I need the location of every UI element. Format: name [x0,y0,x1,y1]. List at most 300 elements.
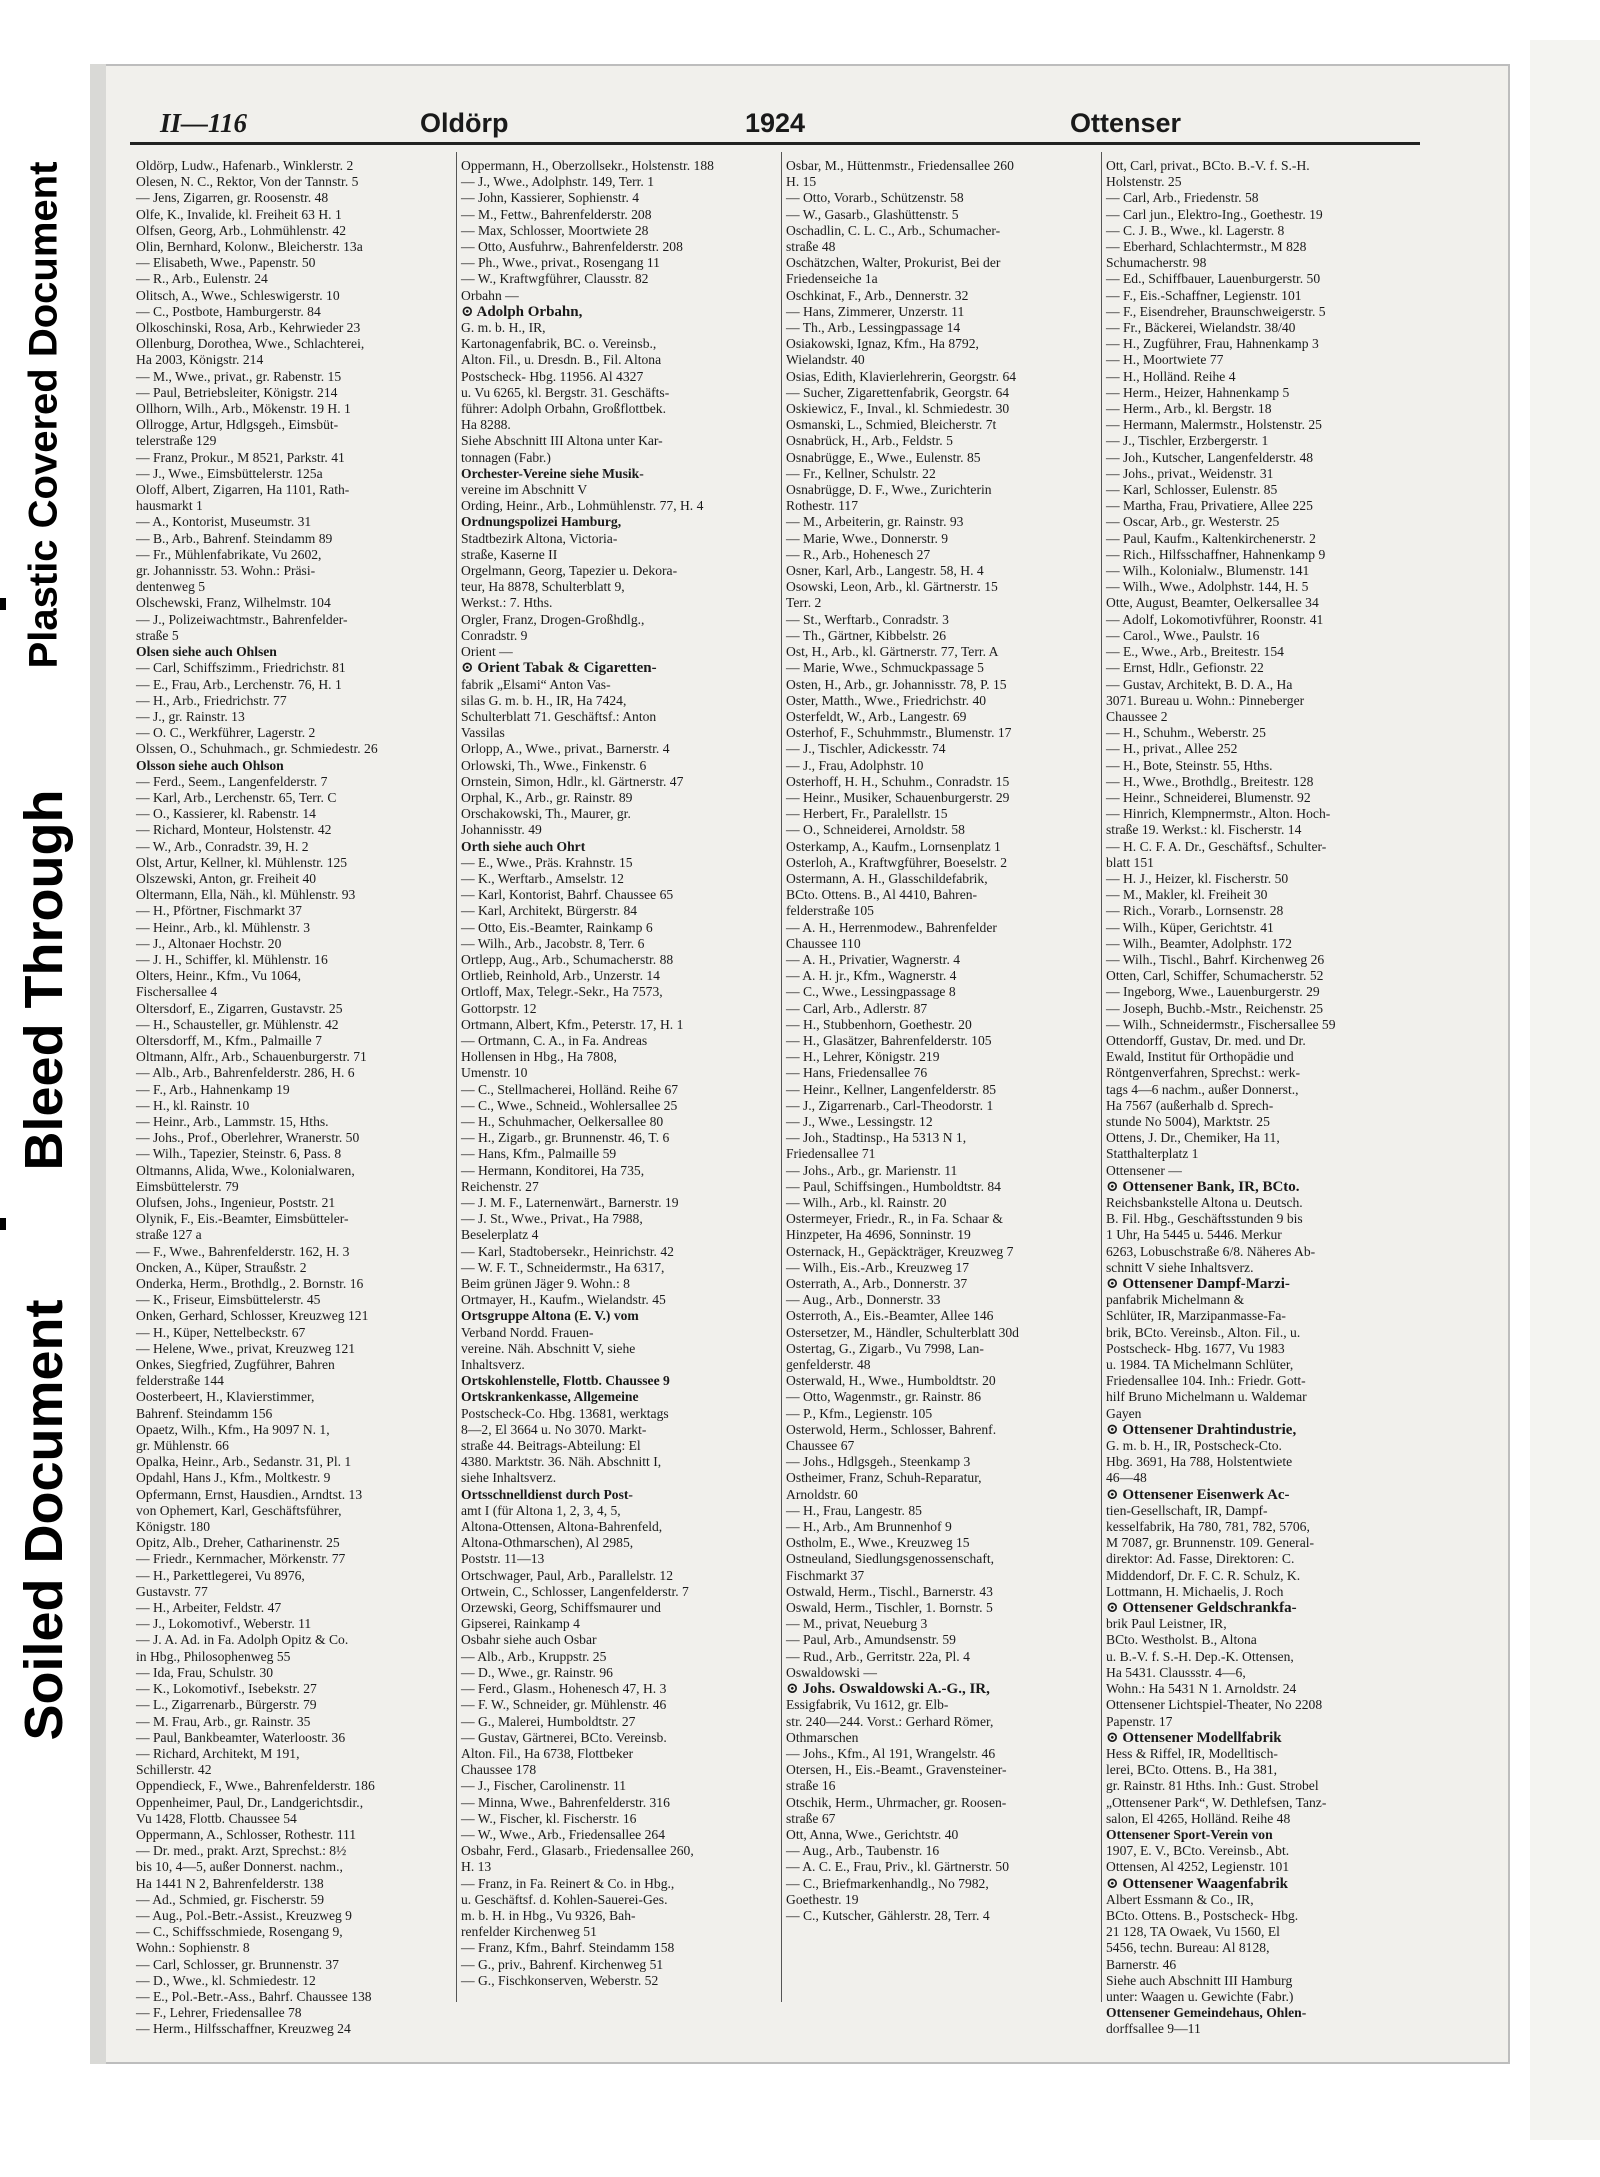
header-first-entry: Oldörp [420,108,509,138]
directory-entry-line: — H., Zugführer, Frau, Hahnenkamp 3 [1106,336,1319,352]
directory-entry-line: Olynik, F., Eis.-Beamter, Eimsbütteler- [136,1211,349,1227]
directory-entry-line: BCto. Westholst. B., Altona [1106,1632,1257,1648]
page-number: II—116 [160,108,248,138]
directory-entry-line: ⊙ Ottensener Dampf-Marzi- [1106,1276,1290,1293]
directory-entry-line: — W. F. T., Schneidermstr., Ha 6317, [461,1259,665,1275]
directory-entry-line: — H., Bote, Steinstr. 55, Hths. [1106,757,1273,773]
directory-entry-line: Oppenheimer, Paul, Dr., Landgerichtsdir., [136,1794,364,1810]
directory-entry-line: — Ph., Wwe., privat., Rosengang 11 [461,255,660,271]
directory-entry-line: Gustavstr. 77 [136,1583,208,1599]
directory-entry-line: 5456, techn. Bureau: Al 8128, [1106,1940,1270,1956]
directory-entry-line: Osterwold, Herm., Schlosser, Bahrenf. [786,1421,997,1437]
directory-entry-line: — F. W., Schneider, gr. Mühlenstr. 46 [461,1697,667,1713]
directory-entry-line: Middendorf, Dr. F. C. R. Schulz, K. [1106,1567,1301,1583]
directory-entry-line: Ostermeyer, Friedr., R., in Fa. Schaar & [786,1211,1003,1227]
directory-entry-line: Ortlieb, Reinhold, Arb., Unzerstr. 14 [461,968,660,984]
directory-entry-line: Alton. Fil., Ha 6738, Flottbeker [461,1745,634,1761]
directory-entry-line: Osmanski, L., Schmied, Bleicherstr. 7t [786,417,997,433]
directory-entry-line: — Hans, Zimmerer, Unzerstr. 11 [786,303,965,319]
directory-entry-line: Orschakowski, Th., Maurer, gr. [461,806,631,822]
directory-entry-line: Othmarschen [786,1729,859,1745]
directory-entry-line: Rothestr. 117 [786,498,858,514]
directory-entry-line: — Paul, Betriebsleiter, Königstr. 214 [136,384,338,400]
directory-entry-line: Osternack, H., Gepäckträger, Kreuzweg 7 [786,1243,1014,1259]
directory-entry-line: Olkoschinski, Rosa, Arb., Kehrwieder 23 [136,320,361,336]
directory-entry-line: — Martha, Frau, Privatiere, Allee 225 [1106,498,1313,514]
directory-entry-line: — Carl, Arb., Adlerstr. 87 [786,1000,928,1016]
directory-entry-line: Olufsen, Johs., Ingenieur, Poststr. 21 [136,1195,336,1210]
directory-entry-line: Osterroth, A., Eis.-Beamter, Allee 146 [786,1308,994,1324]
directory-entry-line: Ost, H., Arb., kl. Gärtnerstr. 77, Terr. A [786,644,999,660]
directory-entry-line: — Fr., Mühlenfabrikate, Vu 2602, [136,546,322,562]
directory-entry-line: Ott, Anna, Wwe., Gerichtstr. 40 [786,1826,959,1842]
directory-entry-line: straße, Kaserne II [461,546,558,562]
directory-entry-line: Ha 2003, Königstr. 214 [136,352,264,368]
directory-entry-line: Oncken, A., Küper, Straußstr. 2 [136,1259,307,1275]
directory-entry-line: — H., Moortwiete 77 [1106,352,1224,368]
directory-entry-line: Kartonagenfabrik, BC. o. Vereinsb., [461,336,657,352]
directory-entry-line: — St., Werftarb., Conradstr. 3 [786,611,949,627]
directory-entry-line: Oschätzchen, Walter, Prokurist, Bei der [786,255,1001,271]
directory-entry-line: — Hans, Kfm., Palmaille 59 [461,1146,617,1162]
directory-entry-line: — Hans, Friedensallee 76 [786,1065,928,1081]
directory-entry-line: siehe Inhaltsverz. [461,1470,557,1486]
directory-entry-line: Ortlepp, Aug., Arb., Schumacherstr. 88 [461,951,674,967]
directory-entry-line: — H., Parkettlegerei, Vu 8976, [136,1567,305,1583]
directory-entry-line: 8—2, El 3664 u. No 3070. Markt- [461,1421,647,1437]
directory-entry-line: — Otto, Eis.-Beamter, Rainkamp 6 [461,919,653,935]
directory-entry-line: — H. J., Heizer, kl. Fischerstr. 50 [1106,870,1289,886]
directory-entry-line: — C., Postbote, Hamburgerstr. 84 [136,303,321,319]
directory-entry-line: Osbahr siehe auch Osbar [461,1632,597,1648]
directory-entry-line: Opdahl, Hans J., Kfm., Moltkestr. 9 [136,1470,331,1486]
directory-entry-line: Ording, Heinr., Arb., Lohmühlenstr. 77, H. 4 [461,498,704,514]
directory-entry-line: Wohn.: Sophienstr. 8 [136,1940,250,1956]
directory-entry-line: — Sucher, Zigarettenfabrik, Georgstr. 64 [786,384,1010,400]
directory-entry-line: Oschkinat, F., Arb., Dennerstr. 32 [786,287,969,303]
directory-entry-line: Olin, Bernhard, Kolonw., Bleicherstr. 13a [136,239,363,255]
edge-mark [0,1218,6,1230]
directory-entry-line: u. Vu 6265, kl. Bergstr. 31. Geschäfts- [461,384,670,400]
directory-entry-line: Barnerstr. 46 [1106,1956,1177,1972]
directory-entry-line: stunde No 5004), Marktstr. 25 [1106,1113,1270,1129]
directory-entry-line: Beselerplatz 4 [461,1227,539,1243]
directory-entry-line: — C., Briefmarkenhandlg., No 7982, [786,1875,989,1891]
directory-entry-line: B. Fil. Hbg., Geschäftsstunden 9 bis [1106,1211,1303,1227]
directory-entry-line: — Joh., Kutscher, Langenfelderstr. 48 [1106,449,1314,465]
directory-entry-line: ⊙ Ottensener Geldschrankfa- [1106,1600,1297,1617]
directory-entry-line: — Hermann, Malermstr., Holstenstr. 25 [1106,417,1322,433]
directory-entry-line: straße 5 [136,627,179,643]
directory-entry-line: Ott, Carl, privat., BCto. B.-V. f. S.-H. [1106,158,1310,173]
bleed-through-label: Bleed Through [14,789,74,1171]
directory-entry-line: Olfe, K., Invalide, kl. Freiheit 63 H. 1 [136,206,342,222]
directory-entry-line: str. 240—244. Vorst.: Gerhard Römer, [786,1713,994,1729]
directory-entry-line: Ollrogge, Artur, Hdlgsgeh., Eimsbüt- [136,417,339,433]
directory-entry-line: — K., Werftarb., Amselstr. 12 [461,870,624,886]
directory-column-2 [461,158,779,2008]
directory-entry-line: — Heinr., Musiker, Schauenburgerstr. 29 [786,789,1010,805]
directory-entry-line: — Alb., Arb., Bahrenfelderstr. 286, H. 6 [136,1065,355,1081]
directory-entry-line: — Wilh., Arb., Jacobstr. 8, Terr. 6 [461,935,645,951]
directory-entry-line: Fischersallee 4 [136,984,218,1000]
directory-entry-line: — F., Eisendreher, Braunschweigerstr. 5 [1106,303,1326,319]
directory-entry-line: — Adolf, Lokomotivführer, Roonstr. 41 [1106,611,1324,627]
directory-entry-line: silas G. m. b. H., IR, Ha 7424, [461,692,627,708]
directory-entry-line: — J., Tischler, Erzbergerstr. 1 [1106,433,1269,449]
directory-entry-line: Ostholm, E., Wwe., Kreuzweg 15 [786,1535,970,1551]
directory-entry-line: Ostermann, A. H., Glasschildefabrik, [786,870,988,886]
directory-entry-line: — Rich., Vorarb., Lornsenstr. 28 [1106,903,1284,919]
directory-entry-line: panfabrik Michelmann & [1106,1292,1245,1308]
directory-entry-line: Gipserei, Rainkamp 4 [461,1616,580,1632]
header-year: 1924 [745,108,806,138]
directory-entry-line: — J. A. Ad. in Fa. Adolph Opitz & Co. [136,1632,349,1648]
directory-entry-line: Hollensen in Hbg., Ha 7808, [461,1049,617,1065]
directory-entry-line: Oltersdorf, E., Zigarren, Gustavstr. 25 [136,1000,343,1016]
directory-entry-line: Terr. 2 [786,595,822,611]
directory-entry-line: Königstr. 180 [136,1519,211,1535]
directory-entry-line: Postscheck-Co. Hbg. 13681, werktags [461,1405,669,1421]
directory-entry-line: — Ad., Schmied, gr. Fischerstr. 59 [136,1891,325,1907]
directory-entry-line: — Eberhard, Schlachtermstr., M 828 [1106,239,1307,255]
directory-entry-line: fabrik „Elsami“ Anton Vas- [461,676,611,692]
directory-entry-line: — H., Schuhm., Weberstr. 25 [1106,725,1266,741]
directory-entry-line: tien-Gesellschaft, IR, Dampf- [1106,1502,1268,1518]
directory-entry-line: — W., Gasarb., Glashüttenstr. 5 [786,206,959,222]
directory-entry-line: — Paul, Kaufm., Kaltenkirchenerstr. 2 [1106,530,1316,546]
directory-entry-line: Goethestr. 19 [786,1891,859,1907]
directory-entry-line: ⊙ Ottensener Bank, IR, BCto. [1106,1178,1300,1195]
directory-entry-line: Schumacherstr. 98 [1106,255,1207,271]
directory-entry-line: — W., Arb., Conradstr. 39, H. 2 [136,838,309,854]
directory-entry-line: Otten, Carl, Schiffer, Schumacherstr. 52 [1106,968,1324,984]
directory-entry-line: straße 19. Werkst.: kl. Fischerstr. 14 [1106,822,1302,838]
directory-entry-line: u. B.-V. f. S.-H. Dep.-K. Ottensen, [1106,1648,1294,1664]
directory-entry-line: — B., Arb., Bahrenf. Steindamm 89 [136,530,333,546]
header-rule [130,142,1420,145]
directory-entry-line: — Franz, Kfm., Bahrf. Steindamm 158 [461,1940,675,1956]
directory-entry-line: kesselfabrik, Ha 780, 781, 782, 5706, [1106,1519,1310,1535]
directory-entry-line: u. Geschäftsf. d. Kohlen-Sauerei-Ges. [461,1891,668,1907]
directory-entry-line: Ortsschnelldienst durch Post- [461,1486,633,1502]
directory-entry-line: — Johs., privat., Weidenstr. 31 [1106,465,1274,481]
directory-entry-line: — Herm., Arb., kl. Bergstr. 18 [1106,401,1272,417]
directory-entry-line: — Herm., Heizer, Hahnenkamp 5 [1106,384,1290,400]
directory-entry-line: — J. H., Schiffer, kl. Mühlenstr. 16 [136,951,328,967]
directory-entry-line: Ottensener Gemeindehaus, Ohlen- [1106,2005,1307,2021]
directory-entry-line: in Hbg., Philosophenweg 55 [136,1648,291,1664]
directory-entry-line: Osowski, Leon, Arb., kl. Gärtnerstr. 15 [786,579,998,595]
directory-entry-line: — Otto, Vorarb., Schützenstr. 58 [786,190,964,206]
directory-entry-line: Altona-Othmarschen), Al 2985, [461,1535,634,1551]
page-header [160,108,1420,142]
directory-entry-line: Postscheck- Hbg. 11956. Al 4327 [461,368,644,384]
directory-entry-line: Ha 7567 (außerhalb d. Sprech- [1106,1097,1274,1113]
directory-entry-line: — A. H., Privatier, Wagnerstr. 4 [786,951,961,967]
directory-entry-line: — J. M. F., Laternenwärt., Barnerstr. 19 [461,1195,679,1210]
directory-entry-line: Ollhorn, Wilh., Arb., Mökenstr. 19 H. 1 [136,401,351,417]
directory-entry-line: 1 Uhr, Ha 5445 u. 5446. Merkur [1106,1227,1282,1243]
directory-entry-line: Werkst.: 7. Hths. [461,595,553,611]
directory-entry-line: Friedensallee 71 [786,1146,876,1162]
directory-entry-line: — Gustav, Gärtnerei, BCto. Vereinsb. [461,1729,667,1745]
directory-entry-line: teur, Ha 8878, Schulterblatt 9, [461,579,625,595]
directory-entry-line: Lottmann, H. Michaelis, J. Roch [1106,1583,1284,1599]
directory-entry-line: — H., Schuhmacher, Oelkersallee 80 [461,1113,664,1129]
directory-entry-line: — J., Altonaer Hochstr. 20 [136,935,282,951]
directory-entry-line: amt I (für Altona 1, 2, 3, 4, 5, [461,1502,621,1518]
directory-entry-line: — F., Wwe., Bahrenfelderstr. 162, H. 3 [136,1243,350,1259]
directory-entry-line: Opfermann, Ernst, Hausdien., Arndtst. 13 [136,1486,363,1502]
directory-entry-line: brik, BCto. Vereinsb., Alton. Fil., u. [1106,1324,1301,1340]
directory-entry-line: Chaussee 67 [786,1438,855,1454]
directory-entry-line: dentenweg 5 [136,579,206,595]
directory-entry-line: Verband Nordd. Frauen- [461,1324,594,1340]
directory-entry-line: — P., Kfm., Legienstr. 105 [786,1405,933,1421]
directory-entry-line: — W., Kraftwgführer, Clausstr. 82 [461,271,649,287]
directory-entry-line: Ostwald, Herm., Tischl., Barnerstr. 43 [786,1583,993,1599]
directory-entry-line: dorffsallee 9—11 [1106,2021,1201,2037]
directory-entry-line: Olszewski, Anton, gr. Freiheit 40 [136,870,317,886]
directory-entry-line: — Gustav, Architekt, B. D. A., Ha [1106,676,1293,692]
directory-entry-line: ⊙ Ottensener Waagenfabrik [1106,1875,1289,1892]
directory-entry-line: Oppendieck, F., Wwe., Bahrenfelderstr. 186 [136,1778,375,1794]
directory-entry-line: — Helene, Wwe., privat, Kreuzweg 121 [136,1340,356,1356]
directory-entry-line: Oswaldowski — [786,1664,878,1680]
directory-entry-line: G. m. b. H., IR, [461,320,546,336]
directory-entry-line: — Johs., Arb., gr. Marienstr. 11 [786,1162,958,1178]
directory-entry-line: — J., Wwe., Eimsbüttelerstr. 125a [136,465,323,481]
directory-entry-line: Ottendorff, Gustav, Dr. med. und Dr. [1106,1032,1306,1048]
directory-entry-line: Osterloh, A., Kraftwgführer, Boeselstr. 2 [786,854,1008,870]
directory-entry-line: gr. Rainstr. 81 Hths. Inh.: Gust. Strobel [1106,1778,1319,1794]
directory-entry-line: — Otto, Wagenmstr., gr. Rainstr. 86 [786,1389,982,1405]
directory-entry-line: — Franz, in Fa. Reinert & Co. in Hbg., [461,1875,675,1891]
directory-entry-line: — Karl, Kontorist, Bahrf. Chaussee 65 [461,887,674,903]
directory-entry-line: Friedensallee 104. Inh.: Friedr. Gott- [1106,1373,1306,1389]
directory-entry-line: — G., Malerei, Humboldtstr. 27 [461,1713,636,1729]
directory-entry-line: ⊙ Ottensener Drahtindustrie, [1106,1421,1297,1438]
directory-entry-line: — Marie, Wwe., Schmuckpassage 5 [786,660,984,676]
directory-entry-line: Osterhoff, H. H., Schuhm., Conradstr. 15 [786,773,1010,789]
directory-entry-line: — H., Lehrer, Königstr. 219 [786,1049,940,1065]
directory-entry-line: Schillerstr. 42 [136,1762,212,1778]
directory-entry-line: hausmarkt 1 [136,498,203,514]
directory-entry-line: Orphal, K., Arb., gr. Rainstr. 89 [461,789,633,805]
directory-entry-line: Olters, Heinr., Kfm., Vu 1064, [136,968,302,984]
directory-entry-line: Chaussee 178 [461,1762,537,1778]
directory-entry-line: — E., Frau, Arb., Lerchenstr. 76, H. 1 [136,676,342,692]
directory-entry-line: — Franz, Prokur., M 8521, Parkstr. 41 [136,449,345,465]
directory-entry-line: — W., Wwe., Arb., Friedensallee 264 [461,1826,665,1842]
directory-entry-line: — Ferd., Glasm., Hohenesch 47, H. 3 [461,1681,667,1697]
directory-entry-line: gr. Johannisstr. 53. Wohn.: Präsi- [136,563,316,579]
directory-entry-line: — H., Pförtner, Fischmarkt 37 [136,903,302,919]
directory-entry-line: Ottensener Sport-Verein von [1106,1826,1273,1842]
directory-entry-line: — H., Zigarb., gr. Brunnenstr. 46, T. 6 [461,1130,670,1146]
directory-entry-line: Alton. Fil., u. Dresdn. B., Fil. Altona [461,352,662,368]
directory-entry-line: — Wilh., Schneidermstr., Fischersallee 59 [1106,1016,1336,1032]
directory-entry-line: — H. C. F. A. Dr., Geschäftsf., Schulter- [1106,838,1327,854]
directory-entry-line: Stadtbezirk Altona, Victoria- [461,530,618,546]
directory-entry-line: — John, Kassierer, Sophienstr. 4 [461,190,640,206]
directory-entry-line: — J., Frau, Adolphstr. 10 [786,757,924,773]
directory-entry-line: Olssen, O., Schuhmach., gr. Schmiedestr. 26 [136,741,378,757]
directory-entry-line: — Paul, Bankbeamter, Waterloostr. 36 [136,1729,346,1745]
directory-entry-line: — Jens, Zigarren, gr. Roosenstr. 48 [136,190,329,206]
directory-entry-line: — H., Wwe., Brothdlg., Breitestr. 128 [1106,773,1314,789]
directory-entry-line: — J., Wwe., Adolphstr. 149, Terr. 1 [461,174,655,190]
directory-entry-line: Osnabrügge, D. F., Wwe., Zurichterin [786,482,992,498]
directory-entry-line: — Wilh., Wwe., Adolphstr. 144, H. 5 [1106,579,1309,595]
directory-entry-line: Ornstein, Simon, Hdlr., kl. Gärtnerstr. 47 [461,773,684,789]
directory-entry-line: — H., Holländ. Reihe 4 [1106,368,1236,384]
directory-entry-line: Opalka, Heinr., Arb., Sedanstr. 31, Pl. 1 [136,1454,352,1470]
directory-entry-line: Gottorpstr. 12 [461,1000,537,1016]
directory-entry-line: — Wilh., Beamter, Adolphstr. 172 [1106,935,1292,951]
directory-entry-line: Olitsch, A., Wwe., Schleswigerstr. 10 [136,287,340,303]
directory-entry-line: — J., gr. Rainstr. 13 [136,708,245,724]
directory-entry-line: Röntgenverfahren, Sprechst.: werk- [1106,1065,1301,1081]
directory-entry-line: — H., Arb., Am Brunnenhof 9 [786,1519,952,1535]
directory-entry-line: — C., Stellmacherei, Holländ. Reihe 67 [461,1081,679,1097]
directory-entry-line: — W., Fischer, kl. Fischerstr. 16 [461,1810,637,1826]
directory-entry-line: gr. Mühlenstr. 66 [136,1438,229,1454]
directory-entry-line: Ottensener — [1106,1162,1182,1178]
directory-entry-line: — Wilh., Küper, Gerichtstr. 41 [1106,919,1274,935]
directory-entry-line: Olfsen, Georg, Arb., Lohmühlenstr. 42 [136,222,347,238]
directory-entry-line: — Joh., Stadtinsp., Ha 5313 N 1, [786,1130,967,1146]
directory-entry-line: 1907, E. V., BCto. Vereinsb., Abt. [1106,1843,1290,1859]
directory-entry-line: telerstraße 129 [136,433,217,449]
directory-entry-line: Ortmayer, H., Kaufm., Wielandstr. 45 [461,1292,666,1308]
directory-entry-line: — C., Schiffsschmiede, Rosengang 9, [136,1924,343,1940]
directory-entry-line: H. 15 [786,174,817,190]
directory-entry-line: Reichsbankstelle Altona u. Deutsch. [1106,1195,1303,1210]
directory-entry-line: Ortschwager, Paul, Arb., Parallelstr. 12 [461,1567,674,1583]
directory-entry-line: u. 1984. TA Michelmann Schlüter, [1106,1357,1294,1373]
directory-entry-line: Oskiewicz, F., Inval., kl. Schmiedestr. 30 [786,401,1010,417]
directory-entry-line: — H., Küper, Nettelbeckstr. 67 [136,1324,306,1340]
directory-entry-line: — Wilh., Eis.-Arb., Kreuzweg 17 [786,1259,970,1275]
directory-entry-line: Essigfabrik, Vu 1612, gr. Elb- [786,1697,949,1713]
directory-entry-line: Umenstr. 10 [461,1065,528,1081]
directory-entry-line: — C., Wwe., Schneid., Wohlersallee 25 [461,1097,678,1113]
directory-entry-line: — E., Wwe., Präs. Krahnstr. 15 [461,854,633,870]
directory-entry-line: — E., Pol.-Betr.-Ass., Bahrf. Chaussee 138 [136,1988,372,2004]
directory-entry-line: — M., Arbeiterin, gr. Rainstr. 93 [786,514,964,530]
directory-entry-line: — Ingeborg, Wwe., Lauenburgerstr. 29 [1106,984,1320,1000]
directory-entry-line: hilf Bruno Michelmann u. Waldemar [1106,1389,1307,1405]
directory-entry-line: — O., Schneiderei, Arnoldstr. 58 [786,822,965,838]
directory-entry-line: Holstenstr. 25 [1106,174,1182,190]
directory-entry-line: Onken, Gerhard, Schlosser, Kreuzweg 121 [136,1308,369,1324]
directory-entry-line: — Carl, Schlosser, gr. Brunnenstr. 37 [136,1956,339,1972]
directory-entry-line: Ortskohlenstelle, Flottb. Chaussee 9 [461,1373,670,1389]
header-last-entry: Ottenser [1070,108,1182,138]
directory-entry-line: Statthalterplatz 1 [1106,1146,1199,1162]
directory-entry-line: — C. J. B., Wwe., kl. Lagerstr. 8 [1106,222,1285,238]
directory-entry-line: Bahrenf. Steindamm 156 [136,1405,273,1421]
directory-entry-line: Beim grünen Jäger 9. Wohn.: 8 [461,1276,630,1292]
directory-entry-line: Ha 8288. [461,417,511,433]
directory-entry-line: straße 48 [786,239,836,255]
column-divider [781,152,782,2002]
directory-entry-line: Ortsgruppe Altona (E. V.) vom [461,1308,639,1324]
directory-entry-line: — Marie, Wwe., Donnerstr. 9 [786,530,949,546]
directory-entry-line: — Hermann, Konditorei, Ha 735, [461,1162,645,1178]
directory-entry-line: — Karl, Architekt, Bürgerstr. 84 [461,903,638,919]
directory-entry-line: Ortwein, C., Schlosser, Langenfelderstr. 7 [461,1583,689,1599]
directory-entry-line: Osten, H., Arb., gr. Johannisstr. 78, P. 15 [786,676,1007,692]
directory-entry-line: — H., Schausteller, gr. Mühlenstr. 42 [136,1016,339,1032]
directory-entry-line: Orbahn — [461,287,519,303]
directory-entry-line: Chaussee 2 [1106,708,1168,724]
directory-entry-line: — Ferd., Seem., Langenfelderstr. 7 [136,773,328,789]
directory-entry-line: 21 128, TA Owaek, Vu 1560, El [1106,1924,1280,1940]
directory-column-3 [786,158,1104,2008]
directory-entry-line: Oltersdorff, M., Kfm., Palmaille 7 [136,1032,322,1048]
directory-entry-line: Oster, Matth., Wwe., Friedrichstr. 40 [786,692,987,708]
directory-entry-line: — J., Wwe., Lessingstr. 12 [786,1113,933,1129]
directory-entry-line: — Alb., Arb., Kruppstr. 25 [461,1648,607,1664]
directory-entry-line: Osias, Edith, Klavierlehrerin, Georgstr. 64 [786,368,1017,384]
directory-entry-line: Ortskrankenkasse, Allgemeine [461,1389,639,1405]
directory-entry-line: Schulterblatt 71. Geschäftsf.: Anton [461,708,657,724]
directory-entry-line: — K., Friseur, Eimsbüttelerstr. 45 [136,1292,321,1308]
directory-entry-line: Osterhof, F., Schuhmmstr., Blumenstr. 17 [786,725,1012,741]
directory-entry-line: — Aug., Arb., Donnerstr. 33 [786,1292,941,1308]
directory-entry-line: — J., Zigarrenarb., Carl-Theodorstr. 1 [786,1097,994,1113]
directory-entry-line: Gayen [1106,1405,1142,1421]
directory-entry-line: Arnoldstr. 60 [786,1486,858,1502]
directory-entry-line: — G., Fischkonserven, Weberstr. 52 [461,1972,659,1988]
plastic-covered-label: Plastic Covered Document [21,161,66,669]
directory-entry-line: Ostertag, G., Zigarb., Vu 7998, Lan- [786,1340,984,1356]
directory-entry-line: Osnabrügge, E., Wwe., Eulenstr. 85 [786,449,981,465]
directory-entry-line: — Ortmann, C. A., in Fa. Andreas [461,1032,648,1048]
directory-entry-line: — Johs., Kfm., Al 191, Wrangelstr. 46 [786,1745,996,1761]
directory-entry-line: — Heinr., Arb., Lammstr. 15, Hths. [136,1113,329,1129]
directory-entry-line: — Rud., Arb., Gerritstr. 22a, Pl. 4 [786,1648,970,1664]
directory-entry-line: — C., Kutscher, Gählerstr. 28, Terr. 4 [786,1907,990,1923]
directory-entry-line: renfelder Kirchenweg 51 [461,1924,597,1940]
directory-entry-line: Poststr. 11—13 [461,1551,545,1567]
directory-entry-line: Papenstr. 17 [1106,1713,1173,1729]
directory-entry-line: G. m. b. H., IR, Postscheck-Cto. [1106,1438,1282,1454]
directory-entry-line: — Th., Gärtner, Kibbelstr. 26 [786,627,947,643]
directory-entry-line: Ottensen, Al 4252, Legienstr. 101 [1106,1859,1290,1875]
directory-entry-line: Onderka, Herm., Brothdlg., 2. Bornstr. 16 [136,1276,364,1292]
directory-entry-line: BCto. Ottens. B., Postscheck- Hbg. [1106,1907,1299,1923]
directory-entry-line: Ostneuland, Siedlungsgenossenschaft, [786,1551,995,1567]
directory-entry-line: — D., Wwe., gr. Rainstr. 96 [461,1664,613,1680]
directory-column-4 [1106,158,1424,2037]
directory-entry-line: — R., Arb., Eulenstr. 24 [136,271,268,287]
directory-entry-line: führer: Adolph Orbahn, Großflottbek. [461,401,666,417]
directory-entry-line: — Fr., Kellner, Schulstr. 22 [786,465,936,481]
directory-entry-line: — Carl jun., Elektro-Ing., Goethestr. 19 [1106,206,1323,222]
directory-entry-line: Orlopp, A., Wwe., privat., Barnerstr. 4 [461,741,670,757]
directory-entry-line: Ottens, J. Dr., Chemiker, Ha 11, [1106,1130,1280,1146]
directory-entry-line: — Minna, Wwe., Bahrenfelderstr. 316 [461,1794,670,1810]
directory-entry-line: Oswald, Herm., Tischler, 1. Bornstr. 5 [786,1600,993,1616]
directory-entry-line: Ha 5431. Claussstr. 4—6, [1106,1664,1246,1680]
directory-entry-line: Orgelmann, Georg, Tapezier u. Dekora- [461,563,678,579]
directory-entry-line: — K., Lokomotivf., Isebekstr. 27 [136,1681,317,1697]
directory-entry-line: Conradstr. 9 [461,627,528,643]
